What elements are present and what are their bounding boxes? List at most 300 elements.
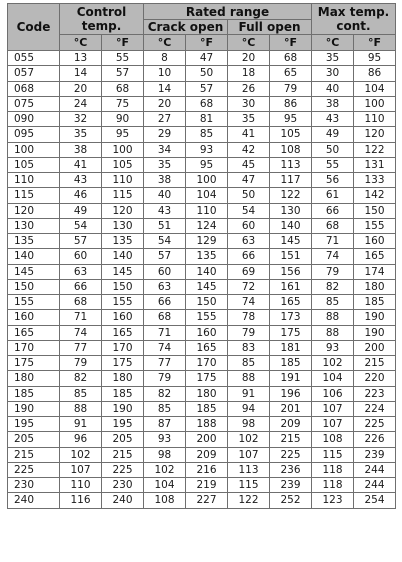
full-open-fahrenheit-cell: 140 bbox=[270, 218, 312, 233]
max-temp-fahrenheit-cell: 220 bbox=[354, 371, 396, 386]
full-open-celsius-cell: 102 bbox=[228, 432, 270, 447]
crack-open-fahrenheit-cell: 200 bbox=[186, 432, 228, 447]
max-temp-celsius-cell: 35 bbox=[312, 51, 354, 66]
full-open-fahrenheit-cell: 65 bbox=[270, 66, 312, 81]
table-row bbox=[8, 417, 396, 432]
max-temp-fahrenheit-cell: 190 bbox=[354, 310, 396, 325]
crack-open-celsius-cell: 27 bbox=[144, 112, 186, 127]
full-open-fahrenheit-cell: 122 bbox=[270, 188, 312, 203]
rated-range-header: Rated range bbox=[144, 4, 312, 20]
crack-open-celsius-cell: 54 bbox=[144, 234, 186, 249]
code-cell: 145 bbox=[8, 264, 60, 279]
full-open-fahrenheit-cell: 117 bbox=[270, 173, 312, 188]
control-temp-fahrenheit-cell: 240 bbox=[102, 493, 144, 508]
control-temp-fahrenheit-cell: 135 bbox=[102, 234, 144, 249]
control-temp-fahrenheit-cell: 160 bbox=[102, 310, 144, 325]
full-open-fahrenheit-cell: 95 bbox=[270, 112, 312, 127]
full-open-celsius-cell: 122 bbox=[228, 493, 270, 508]
crack-open-celsius-cell: 63 bbox=[144, 279, 186, 294]
crack-open-fahrenheit-cell: 216 bbox=[186, 462, 228, 477]
full-open-fahrenheit-cell: 175 bbox=[270, 325, 312, 340]
temperature-code-table bbox=[7, 3, 396, 509]
crack-open-fahrenheit-cell: 110 bbox=[186, 203, 228, 218]
code-cell: 170 bbox=[8, 340, 60, 355]
control-temp-celsius-cell: 107 bbox=[60, 462, 102, 477]
full-open-celsius-cell: 98 bbox=[228, 417, 270, 432]
control-temp-fahrenheit-cell: 145 bbox=[102, 264, 144, 279]
full-open-fahrenheit-cell: 156 bbox=[270, 264, 312, 279]
max-temp-celsius-cell: 88 bbox=[312, 325, 354, 340]
control-temp-fahrenheit-cell: 155 bbox=[102, 295, 144, 310]
control-temp-celsius-cell: 66 bbox=[60, 279, 102, 294]
crack-open-fahrenheit-cell: 104 bbox=[186, 188, 228, 203]
crack-open-celsius-cell: 66 bbox=[144, 295, 186, 310]
code-cell: 240 bbox=[8, 493, 60, 508]
full-open-fahrenheit-cell: 161 bbox=[270, 279, 312, 294]
crack-open-fahrenheit-cell: 185 bbox=[186, 401, 228, 416]
control-temp-celsius-cell: 96 bbox=[60, 432, 102, 447]
control-temp-fahrenheit-cell: 190 bbox=[102, 401, 144, 416]
max-temp-fahrenheit-cell: 120 bbox=[354, 127, 396, 142]
control-temp-celsius-cell: 82 bbox=[60, 371, 102, 386]
max-temp-celsius-cell: 107 bbox=[312, 401, 354, 416]
control-temp-celsius-cell: 24 bbox=[60, 96, 102, 111]
max-temp-celsius-cell: 79 bbox=[312, 264, 354, 279]
max-temp-celsius-cell: 30 bbox=[312, 66, 354, 81]
crack-open-fahrenheit-cell: 155 bbox=[186, 310, 228, 325]
full-open-fahrenheit-cell: 108 bbox=[270, 142, 312, 157]
crack-open-fahrenheit-cell: 85 bbox=[186, 127, 228, 142]
max-temp-celsius-cell: 102 bbox=[312, 356, 354, 371]
max-temp-fahrenheit-cell: 104 bbox=[354, 81, 396, 96]
full-open-celsius-cell: 74 bbox=[228, 295, 270, 310]
crack-open-celsius-cell: 20 bbox=[144, 96, 186, 111]
crack-open-celsius-header: °C bbox=[144, 35, 186, 51]
crack-open-fahrenheit-header: °F bbox=[186, 35, 228, 51]
crack-open-fahrenheit-cell: 150 bbox=[186, 295, 228, 310]
full-open-celsius-header: °C bbox=[228, 35, 270, 51]
max-temp-fahrenheit-cell: 110 bbox=[354, 112, 396, 127]
max-temp-fahrenheit-header: °F bbox=[354, 35, 396, 51]
control-temp-fahrenheit-cell: 120 bbox=[102, 203, 144, 218]
crack-open-celsius-cell: 74 bbox=[144, 340, 186, 355]
full-open-fahrenheit-cell: 185 bbox=[270, 356, 312, 371]
crack-open-celsius-cell: 68 bbox=[144, 310, 186, 325]
code-cell: 100 bbox=[8, 142, 60, 157]
max-temp-celsius-cell: 85 bbox=[312, 295, 354, 310]
crack-open-fahrenheit-cell: 180 bbox=[186, 386, 228, 401]
max-temp-celsius-cell: 115 bbox=[312, 447, 354, 462]
full-open-celsius-cell: 79 bbox=[228, 325, 270, 340]
full-open-celsius-cell: 66 bbox=[228, 249, 270, 264]
max-temp-fahrenheit-cell: 239 bbox=[354, 447, 396, 462]
crack-open-celsius-cell: 87 bbox=[144, 417, 186, 432]
full-open-fahrenheit-cell: 68 bbox=[270, 51, 312, 66]
max-temp-header-line2: cont. bbox=[336, 19, 371, 33]
crack-open-celsius-cell: 43 bbox=[144, 203, 186, 218]
table-row bbox=[8, 51, 396, 66]
crack-open-celsius-cell: 38 bbox=[144, 173, 186, 188]
max-temp-fahrenheit-cell: 224 bbox=[354, 401, 396, 416]
table-row bbox=[8, 279, 396, 294]
max-temp-fahrenheit-cell: 185 bbox=[354, 295, 396, 310]
control-temp-celsius-cell: 43 bbox=[60, 173, 102, 188]
crack-open-fahrenheit-cell: 227 bbox=[186, 493, 228, 508]
full-open-fahrenheit-cell: 113 bbox=[270, 157, 312, 172]
full-open-celsius-cell: 54 bbox=[228, 203, 270, 218]
max-temp-fahrenheit-cell: 225 bbox=[354, 417, 396, 432]
full-open-celsius-cell: 42 bbox=[228, 142, 270, 157]
code-cell: 230 bbox=[8, 478, 60, 493]
full-open-celsius-cell: 83 bbox=[228, 340, 270, 355]
crack-open-fahrenheit-cell: 100 bbox=[186, 173, 228, 188]
max-temp-fahrenheit-cell: 100 bbox=[354, 96, 396, 111]
max-temp-fahrenheit-cell: 226 bbox=[354, 432, 396, 447]
crack-open-fahrenheit-cell: 50 bbox=[186, 66, 228, 81]
table-row bbox=[8, 188, 396, 203]
max-temp-fahrenheit-cell: 160 bbox=[354, 234, 396, 249]
code-cell: 155 bbox=[8, 295, 60, 310]
code-cell: 075 bbox=[8, 96, 60, 111]
table-row bbox=[8, 386, 396, 401]
code-cell: 115 bbox=[8, 188, 60, 203]
full-open-celsius-cell: 26 bbox=[228, 81, 270, 96]
control-temp-fahrenheit-cell: 95 bbox=[102, 127, 144, 142]
crack-open-header: Crack open bbox=[144, 20, 228, 35]
full-open-celsius-cell: 50 bbox=[228, 188, 270, 203]
max-temp-celsius-cell: 50 bbox=[312, 142, 354, 157]
crack-open-celsius-cell: 35 bbox=[144, 157, 186, 172]
max-temp-fahrenheit-cell: 142 bbox=[354, 188, 396, 203]
table-body bbox=[8, 51, 396, 509]
control-temp-fahrenheit-cell: 57 bbox=[102, 66, 144, 81]
table-row bbox=[8, 493, 396, 508]
max-temp-fahrenheit-cell: 95 bbox=[354, 51, 396, 66]
crack-open-celsius-cell: 8 bbox=[144, 51, 186, 66]
code-cell: 215 bbox=[8, 447, 60, 462]
full-open-celsius-cell: 91 bbox=[228, 386, 270, 401]
control-temp-celsius-cell: 116 bbox=[60, 493, 102, 508]
full-open-fahrenheit-cell: 165 bbox=[270, 295, 312, 310]
crack-open-fahrenheit-cell: 160 bbox=[186, 325, 228, 340]
max-temp-fahrenheit-cell: 165 bbox=[354, 249, 396, 264]
control-temp-celsius-cell: 71 bbox=[60, 310, 102, 325]
control-temp-celsius-cell: 85 bbox=[60, 386, 102, 401]
full-open-fahrenheit-cell: 201 bbox=[270, 401, 312, 416]
full-open-celsius-cell: 69 bbox=[228, 264, 270, 279]
control-temp-celsius-cell: 88 bbox=[60, 401, 102, 416]
full-open-fahrenheit-cell: 86 bbox=[270, 96, 312, 111]
max-temp-celsius-cell: 74 bbox=[312, 249, 354, 264]
full-open-celsius-cell: 35 bbox=[228, 112, 270, 127]
max-temp-celsius-cell: 93 bbox=[312, 340, 354, 355]
temperature-table-container bbox=[7, 3, 396, 509]
table-row bbox=[8, 401, 396, 416]
control-temp-fahrenheit-cell: 110 bbox=[102, 173, 144, 188]
control-temp-fahrenheit-cell: 68 bbox=[102, 81, 144, 96]
max-temp-fahrenheit-cell: 244 bbox=[354, 462, 396, 477]
max-temp-fahrenheit-cell: 131 bbox=[354, 157, 396, 172]
table-header bbox=[8, 4, 396, 51]
code-cell: 225 bbox=[8, 462, 60, 477]
full-open-fahrenheit-cell: 145 bbox=[270, 234, 312, 249]
control-temp-celsius-cell: 35 bbox=[60, 127, 102, 142]
table-row bbox=[8, 249, 396, 264]
control-temp-celsius-cell: 20 bbox=[60, 81, 102, 96]
crack-open-celsius-cell: 14 bbox=[144, 81, 186, 96]
crack-open-fahrenheit-cell: 93 bbox=[186, 142, 228, 157]
control-temp-celsius-cell: 60 bbox=[60, 249, 102, 264]
code-cell: 120 bbox=[8, 203, 60, 218]
code-cell: 190 bbox=[8, 401, 60, 416]
max-temp-fahrenheit-cell: 254 bbox=[354, 493, 396, 508]
max-temp-celsius-header: °C bbox=[312, 35, 354, 51]
control-temp-celsius-header: °C bbox=[60, 35, 102, 51]
full-open-celsius-cell: 94 bbox=[228, 401, 270, 416]
full-open-fahrenheit-cell: 191 bbox=[270, 371, 312, 386]
crack-open-celsius-cell: 79 bbox=[144, 371, 186, 386]
control-temp-fahrenheit-cell: 185 bbox=[102, 386, 144, 401]
control-temp-celsius-cell: 63 bbox=[60, 264, 102, 279]
full-open-fahrenheit-cell: 196 bbox=[270, 386, 312, 401]
control-temp-celsius-cell: 38 bbox=[60, 142, 102, 157]
control-temp-celsius-cell: 102 bbox=[60, 447, 102, 462]
full-open-celsius-cell: 72 bbox=[228, 279, 270, 294]
max-temp-celsius-cell: 104 bbox=[312, 371, 354, 386]
max-temp-celsius-cell: 123 bbox=[312, 493, 354, 508]
control-temp-fahrenheit-cell: 90 bbox=[102, 112, 144, 127]
crack-open-celsius-cell: 98 bbox=[144, 447, 186, 462]
control-temp-fahrenheit-cell: 175 bbox=[102, 356, 144, 371]
table-row bbox=[8, 218, 396, 233]
full-open-fahrenheit-cell: 151 bbox=[270, 249, 312, 264]
control-temp-fahrenheit-cell: 150 bbox=[102, 279, 144, 294]
crack-open-celsius-cell: 57 bbox=[144, 249, 186, 264]
crack-open-celsius-cell: 71 bbox=[144, 325, 186, 340]
control-temp-celsius-cell: 91 bbox=[60, 417, 102, 432]
control-temp-fahrenheit-cell: 75 bbox=[102, 96, 144, 111]
full-open-fahrenheit-cell: 105 bbox=[270, 127, 312, 142]
full-open-celsius-cell: 18 bbox=[228, 66, 270, 81]
control-temp-fahrenheit-cell: 115 bbox=[102, 188, 144, 203]
full-open-celsius-cell: 47 bbox=[228, 173, 270, 188]
full-open-fahrenheit-cell: 225 bbox=[270, 447, 312, 462]
code-header: Code bbox=[8, 4, 60, 51]
control-temp-celsius-cell: 54 bbox=[60, 218, 102, 233]
control-temp-fahrenheit-cell: 215 bbox=[102, 447, 144, 462]
table-row bbox=[8, 203, 396, 218]
crack-open-fahrenheit-cell: 57 bbox=[186, 81, 228, 96]
crack-open-celsius-cell: 82 bbox=[144, 386, 186, 401]
table-row bbox=[8, 447, 396, 462]
table-row bbox=[8, 478, 396, 493]
control-temp-celsius-cell: 79 bbox=[60, 356, 102, 371]
max-temp-fahrenheit-cell: 133 bbox=[354, 173, 396, 188]
control-temp-celsius-cell: 110 bbox=[60, 478, 102, 493]
crack-open-fahrenheit-cell: 165 bbox=[186, 340, 228, 355]
code-cell: 175 bbox=[8, 356, 60, 371]
max-temp-fahrenheit-cell: 190 bbox=[354, 325, 396, 340]
code-cell: 090 bbox=[8, 112, 60, 127]
max-temp-celsius-cell: 118 bbox=[312, 462, 354, 477]
max-temp-fahrenheit-cell: 180 bbox=[354, 279, 396, 294]
code-cell: 150 bbox=[8, 279, 60, 294]
control-temp-celsius-cell: 57 bbox=[60, 234, 102, 249]
table-row bbox=[8, 371, 396, 386]
max-temp-celsius-cell: 107 bbox=[312, 417, 354, 432]
code-cell: 095 bbox=[8, 127, 60, 142]
control-temp-fahrenheit-cell: 180 bbox=[102, 371, 144, 386]
code-cell: 055 bbox=[8, 51, 60, 66]
control-temp-fahrenheit-cell: 170 bbox=[102, 340, 144, 355]
control-temp-celsius-cell: 68 bbox=[60, 295, 102, 310]
full-open-celsius-cell: 88 bbox=[228, 371, 270, 386]
crack-open-fahrenheit-cell: 188 bbox=[186, 417, 228, 432]
crack-open-fahrenheit-cell: 135 bbox=[186, 249, 228, 264]
full-open-fahrenheit-cell: 252 bbox=[270, 493, 312, 508]
max-temp-celsius-cell: 108 bbox=[312, 432, 354, 447]
table-row bbox=[8, 264, 396, 279]
control-temp-celsius-cell: 14 bbox=[60, 66, 102, 81]
full-open-celsius-cell: 115 bbox=[228, 478, 270, 493]
table-row bbox=[8, 66, 396, 81]
max-temp-fahrenheit-cell: 155 bbox=[354, 218, 396, 233]
code-cell: 165 bbox=[8, 325, 60, 340]
max-temp-fahrenheit-cell: 150 bbox=[354, 203, 396, 218]
full-open-fahrenheit-cell: 215 bbox=[270, 432, 312, 447]
full-open-celsius-cell: 41 bbox=[228, 127, 270, 142]
code-cell: 195 bbox=[8, 417, 60, 432]
crack-open-fahrenheit-cell: 81 bbox=[186, 112, 228, 127]
max-temp-celsius-cell: 68 bbox=[312, 218, 354, 233]
crack-open-celsius-cell: 104 bbox=[144, 478, 186, 493]
control-temp-header-line2: temp. bbox=[81, 19, 122, 33]
crack-open-celsius-cell: 51 bbox=[144, 218, 186, 233]
crack-open-celsius-cell: 40 bbox=[144, 188, 186, 203]
crack-open-fahrenheit-cell: 175 bbox=[186, 371, 228, 386]
control-temp-header-line1: Control bbox=[76, 5, 127, 19]
crack-open-fahrenheit-cell: 124 bbox=[186, 218, 228, 233]
crack-open-fahrenheit-cell: 145 bbox=[186, 279, 228, 294]
max-temp-celsius-cell: 40 bbox=[312, 81, 354, 96]
max-temp-celsius-cell: 88 bbox=[312, 310, 354, 325]
full-open-celsius-cell: 30 bbox=[228, 96, 270, 111]
control-temp-fahrenheit-cell: 100 bbox=[102, 142, 144, 157]
crack-open-celsius-cell: 93 bbox=[144, 432, 186, 447]
crack-open-fahrenheit-cell: 47 bbox=[186, 51, 228, 66]
code-cell: 205 bbox=[8, 432, 60, 447]
code-cell: 130 bbox=[8, 218, 60, 233]
code-cell: 105 bbox=[8, 157, 60, 172]
crack-open-celsius-cell: 29 bbox=[144, 127, 186, 142]
code-cell: 160 bbox=[8, 310, 60, 325]
full-open-celsius-cell: 78 bbox=[228, 310, 270, 325]
crack-open-fahrenheit-cell: 140 bbox=[186, 264, 228, 279]
table-row bbox=[8, 96, 396, 111]
table-row bbox=[8, 340, 396, 355]
code-cell: 110 bbox=[8, 173, 60, 188]
table-row bbox=[8, 295, 396, 310]
crack-open-celsius-cell: 60 bbox=[144, 264, 186, 279]
table-row bbox=[8, 142, 396, 157]
table-row bbox=[8, 356, 396, 371]
max-temp-header-line1: Max temp. bbox=[317, 5, 390, 19]
max-temp-celsius-cell: 71 bbox=[312, 234, 354, 249]
max-temp-fahrenheit-cell: 174 bbox=[354, 264, 396, 279]
control-temp-fahrenheit-cell: 225 bbox=[102, 462, 144, 477]
max-temp-fahrenheit-cell: 86 bbox=[354, 66, 396, 81]
full-open-celsius-cell: 107 bbox=[228, 447, 270, 462]
max-temp-celsius-cell: 49 bbox=[312, 127, 354, 142]
crack-open-fahrenheit-cell: 170 bbox=[186, 356, 228, 371]
control-temp-fahrenheit-cell: 55 bbox=[102, 51, 144, 66]
table-row bbox=[8, 325, 396, 340]
max-temp-celsius-cell: 66 bbox=[312, 203, 354, 218]
full-open-celsius-cell: 60 bbox=[228, 218, 270, 233]
code-cell: 068 bbox=[8, 81, 60, 96]
control-temp-celsius-cell: 49 bbox=[60, 203, 102, 218]
crack-open-celsius-cell: 102 bbox=[144, 462, 186, 477]
table-row bbox=[8, 112, 396, 127]
max-temp-fahrenheit-cell: 223 bbox=[354, 386, 396, 401]
crack-open-celsius-cell: 34 bbox=[144, 142, 186, 157]
full-open-celsius-cell: 63 bbox=[228, 234, 270, 249]
crack-open-fahrenheit-cell: 219 bbox=[186, 478, 228, 493]
max-temp-celsius-cell: 106 bbox=[312, 386, 354, 401]
full-open-celsius-cell: 45 bbox=[228, 157, 270, 172]
max-temp-celsius-cell: 82 bbox=[312, 279, 354, 294]
max-temp-fahrenheit-cell: 122 bbox=[354, 142, 396, 157]
crack-open-fahrenheit-cell: 129 bbox=[186, 234, 228, 249]
max-temp-header bbox=[312, 4, 396, 35]
control-temp-fahrenheit-cell: 105 bbox=[102, 157, 144, 172]
full-open-celsius-cell: 113 bbox=[228, 462, 270, 477]
max-temp-celsius-cell: 55 bbox=[312, 157, 354, 172]
full-open-fahrenheit-cell: 181 bbox=[270, 340, 312, 355]
table-row bbox=[8, 234, 396, 249]
crack-open-celsius-cell: 108 bbox=[144, 493, 186, 508]
crack-open-celsius-cell: 10 bbox=[144, 66, 186, 81]
max-temp-celsius-cell: 38 bbox=[312, 96, 354, 111]
full-open-header: Full open bbox=[228, 20, 312, 35]
table-row bbox=[8, 173, 396, 188]
code-cell: 135 bbox=[8, 234, 60, 249]
control-temp-celsius-cell: 13 bbox=[60, 51, 102, 66]
table-row bbox=[8, 310, 396, 325]
table-row bbox=[8, 127, 396, 142]
max-temp-celsius-cell: 56 bbox=[312, 173, 354, 188]
control-temp-fahrenheit-cell: 130 bbox=[102, 218, 144, 233]
max-temp-celsius-cell: 43 bbox=[312, 112, 354, 127]
control-temp-fahrenheit-header: °F bbox=[102, 35, 144, 51]
max-temp-fahrenheit-cell: 244 bbox=[354, 478, 396, 493]
code-cell: 185 bbox=[8, 386, 60, 401]
control-temp-header bbox=[60, 4, 144, 35]
full-open-celsius-cell: 20 bbox=[228, 51, 270, 66]
control-temp-celsius-cell: 77 bbox=[60, 340, 102, 355]
full-open-fahrenheit-cell: 130 bbox=[270, 203, 312, 218]
max-temp-fahrenheit-cell: 200 bbox=[354, 340, 396, 355]
crack-open-fahrenheit-cell: 95 bbox=[186, 157, 228, 172]
code-cell: 180 bbox=[8, 371, 60, 386]
full-open-fahrenheit-cell: 236 bbox=[270, 462, 312, 477]
control-temp-celsius-cell: 46 bbox=[60, 188, 102, 203]
full-open-fahrenheit-cell: 173 bbox=[270, 310, 312, 325]
control-temp-celsius-cell: 74 bbox=[60, 325, 102, 340]
max-temp-fahrenheit-cell: 215 bbox=[354, 356, 396, 371]
table-row bbox=[8, 432, 396, 447]
code-cell: 140 bbox=[8, 249, 60, 264]
